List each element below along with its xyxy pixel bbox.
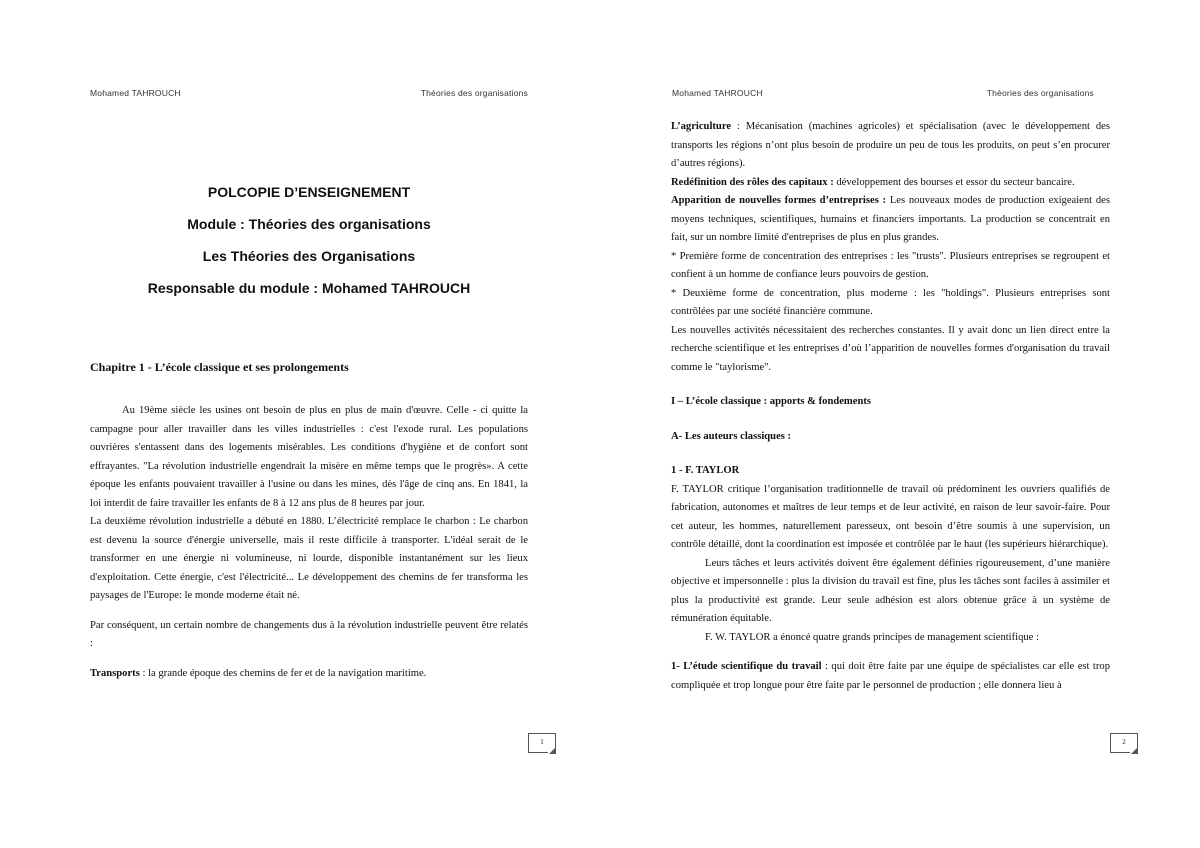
section-title-text: I – L’école classique : apports & fondements	[671, 396, 872, 407]
paragraph-activites: Les nouvelles activités nécessitaient des recherches constantes. Il y avait donc un lien direct entre la recherche scientifique et les entreprises d’où l’apparition de nouvelles formes d'organisation du travail comme le "taylorisme".	[671, 324, 1110, 373]
paragraph-taylor-critique: F. TAYLOR critique l’organisation traditionnelle de travail où prédominent les ouvriers qualifiés de fabrication, autonomes et maîtres de leur temps et de leur activité, en raison de leur savoir-faire. Pour cet auteur, les hommes, naturellement paresseux, ont besoin d’être soumis à une supervision, un contrôle détaillé, dont la coordination est imposée et contrôlée par le haut (les supérieurs hiérarchique).	[671, 483, 1110, 550]
section-title	[671, 393, 1110, 412]
document-title-block	[90, 176, 528, 304]
paragraph-agriculture	[671, 118, 1110, 174]
etude-label: 1- L’étude scientifique du travail	[671, 661, 822, 672]
header-author: Mohamed TAHROUCH	[90, 88, 181, 98]
page-number: 1	[540, 738, 544, 746]
capitaux-label: Redéfinition des rôles des capitaux :	[671, 176, 834, 188]
subsection-title	[671, 428, 1110, 447]
transports-label: Transports	[90, 667, 140, 679]
page2-body	[671, 118, 1110, 695]
document-page-2	[582, 0, 1182, 848]
chapter-title: Chapitre 1 - L’école classique et ses prolongements	[90, 360, 349, 374]
paragraph-taylor-principes: F. W. TAYLOR a énoncé quatre grands principes de management scientifique :	[705, 631, 1039, 643]
page-number-box	[1110, 733, 1138, 753]
taylor-title-text: 1 - F. TAYLOR	[671, 465, 740, 476]
bullet-trusts: * Première forme de concentration des entreprises : les "trusts". Plusieurs entreprises se regroupent et confient à un homme de confiance leurs pouvoirs de gestion.	[671, 250, 1110, 280]
page-number: 2	[1122, 738, 1126, 746]
paragraph-transports	[90, 665, 528, 684]
header-title: Théories des organisations	[986, 88, 1094, 98]
paragraph-first-revolution: Au 19ème siècle les usines ont besoin de plus en plus de main d'œuvre. Celle - ci quitte la campagne pour aller travailler dans les villes industrielles : c'est l'exode rural. Les populations ouvrières s'entassent dans des logements misérables. Les conditions d'hygiène et de confort sont effrayantes. "La révolution industrielle engendrait la misère en même temps que le progrès». A cette époque les enfants pouvaient travailler à l'usine ou dans les mines, dès l'âge de cinq ans. En 1841, la loi interdit de faire travailler les enfants de 8 à 12 ans plus de 8 heures par jour.	[90, 405, 528, 509]
title-line: Responsable du module : Mohamed TAHROUCH	[147, 280, 471, 296]
subsection-title-text: A- Les auteurs classiques :	[671, 430, 792, 442]
title-line: Les Théories des Organisations	[202, 248, 416, 264]
page-number-box	[528, 733, 556, 753]
taylor-title	[671, 462, 1110, 481]
capitaux-text: développement des bourses et essor du secteur bancaire.	[833, 176, 1075, 188]
paragraph-capitaux	[671, 174, 1110, 193]
page1-body	[90, 402, 528, 683]
header-author: Mohamed TAHROUCH	[672, 88, 763, 98]
agriculture-text: : Mécanisation (machines agricoles) et spécialisation (avec le développement des transports les régions n’ont plus besoin de produire un peu de tous les produits, on peut s’en procurer d’autres régions).	[671, 121, 1110, 169]
title-line: Module : Théories des organisations	[187, 216, 431, 232]
header-title: Théories des organisations	[420, 88, 528, 98]
agriculture-label: L’agriculture	[671, 121, 732, 132]
title-line: POLCOPIE D’ENSEIGNEMENT	[207, 184, 411, 200]
bullet-holdings: * Deuxième forme de concentration, plus moderne : les "holdings". Plusieurs entreprises sont contrôlées par une société financière commune.	[671, 287, 1110, 317]
etude-text: : qui doit être faite par une équipe de spécialistes car elle est trop compliquée et trop longue pour être faite par le personnel de production ; elle donnera lieu à	[671, 661, 1110, 691]
paragraph-taylor-taches: Leurs tâches et leurs activités doivent être également définies rigoureusement, d’une manière objective et impersonnelle : plus la division du travail est fine, plus les tâches sont faciles à assimiler et plus la productivité est grande. Leur seule adhésion est alors obtenue grâce à un système de rémunération équitable.	[671, 557, 1110, 624]
paragraph-formes	[671, 192, 1110, 248]
transports-text: : la grande époque des chemins de fer et de la navigation maritime.	[139, 667, 427, 679]
formes-label: Apparition de nouvelles formes d’entreprises :	[671, 195, 887, 206]
paragraph-changes: Par conséquent, un certain nombre de changements dus à la révolution industrielle peuvent être relatés :	[90, 619, 528, 649]
paragraph-etude-scientifique	[671, 658, 1110, 695]
paragraph-second-revolution: La deuxième révolution industrielle a débuté en 1880. L’électricité remplace le charbon : Le charbon est devenu la source d'énergie universelle, mais il reste difficile à transporter. L'idéal serait de le transformer en une énergie ni volumineuse, ni lourde, disponible instantanément sur les lieux d'exploitation. Cette énergie, c'est l'électricité... Le développement des chemins de fer transforma les paysages de l'Europe: le monde moderne était né.	[90, 516, 528, 601]
formes-text: Les nouveaux modes de production exigeaient des moyens techniques, scientifiques, humains et financiers importants. La production se concentrait en fait, sur un nombre limité d'entreprises de plus en plus grandes.	[671, 195, 1110, 243]
